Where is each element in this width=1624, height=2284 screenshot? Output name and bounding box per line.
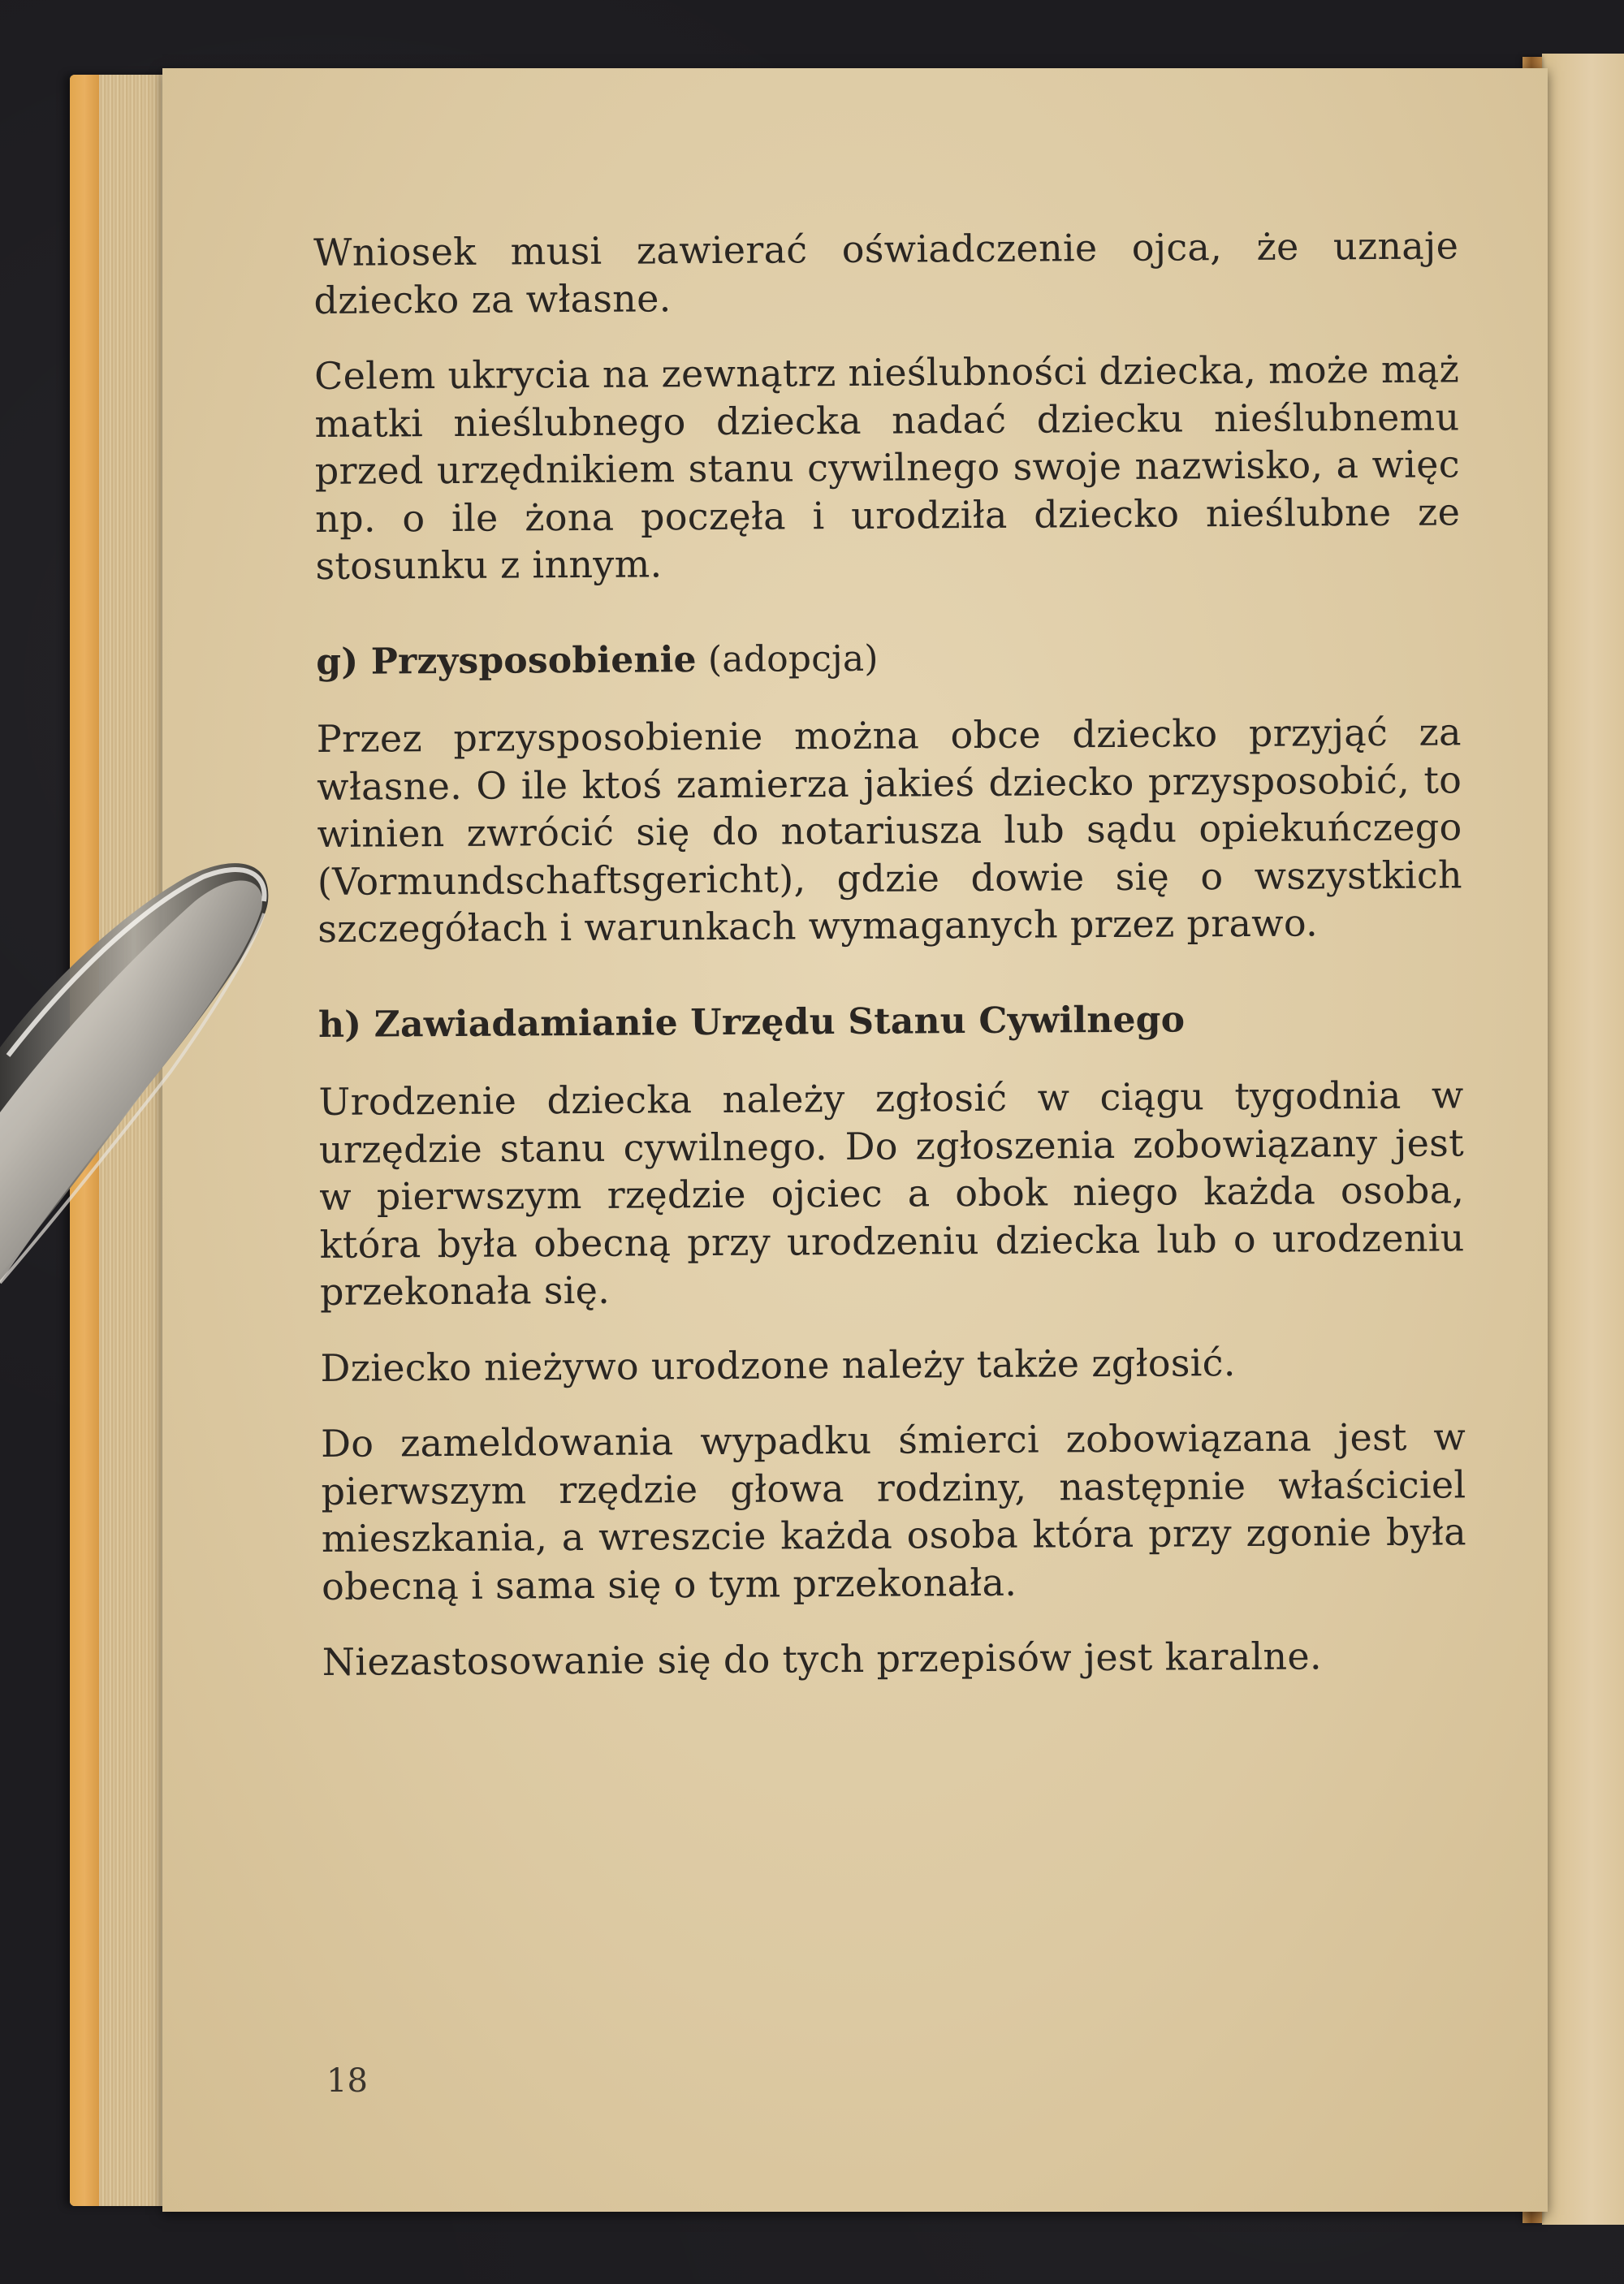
section-heading-h-bold: h) Zawiadamianie Urzędu Stanu Cywilnego <box>317 998 1186 1046</box>
page-number: 18 <box>326 2062 368 2100</box>
paragraph: Dziecko nieżywo urodzone należy także zgłosić. <box>320 1340 1236 1390</box>
paragraph: Wniosek musi zawierać oświadczenie ojca, że uznaje dziecko za własne. <box>313 223 1459 322</box>
paragraph: Celem ukrycia na zewnątrz nieślubności dziecka, może mąż matki nieślubnego dziecka nadać dziecku nieślubnemu przed urzędnikiem stanu cywilnego swoje nazwisko, a więc np. o ile żona poczęła i urodziła dziecko nieślubne ze stosunku z innym. <box>313 347 1461 588</box>
paragraph: Do zameldowania wypadku śmierci zobowiązana jest w pierwszym rzędzie głowa rodziny, następnie właściciel mieszkania, a wreszcie każda osoba która przy zgonie była obecną i sama się o tym przekonała. <box>320 1414 1466 1608</box>
section-heading-g-bold: g) Przysposobienie <box>316 638 697 683</box>
section-heading-g-rest: (adopcja) <box>707 637 879 680</box>
tweezers-icon <box>0 844 292 1348</box>
section-heading-g <box>316 632 1461 686</box>
paragraph: Niezastosowanie się do tych przepisów jest karalne. <box>322 1634 1323 1684</box>
section-heading-h <box>318 995 1463 1049</box>
paragraph: Urodzenie dziecka należy zgłosić w ciągu tygodnia w urzędzie stanu cywilnego. Do zgłoszenia zobowiązany jest w pierwszym rzędzie ojciec a obok niego każda osoba, która była obecną przy urodzeniu dziecka lub o urodzeniu przekonała się. <box>318 1073 1465 1314</box>
paragraph: Przez przysposobienie można obce dziecko przyjąć za własne. O ile ktoś zamierza jakieś dziecko przysposobić, to winien zwrócić się do notariusza lub sądu opiekuńczego (Vormundschaftsgericht), gdzie dowie się o wszystkich szczegółach i warunkach wymaganych przez prawo. <box>316 710 1463 951</box>
page-text-block <box>313 222 1467 1714</box>
facing-page-edge <box>1542 54 1624 2225</box>
